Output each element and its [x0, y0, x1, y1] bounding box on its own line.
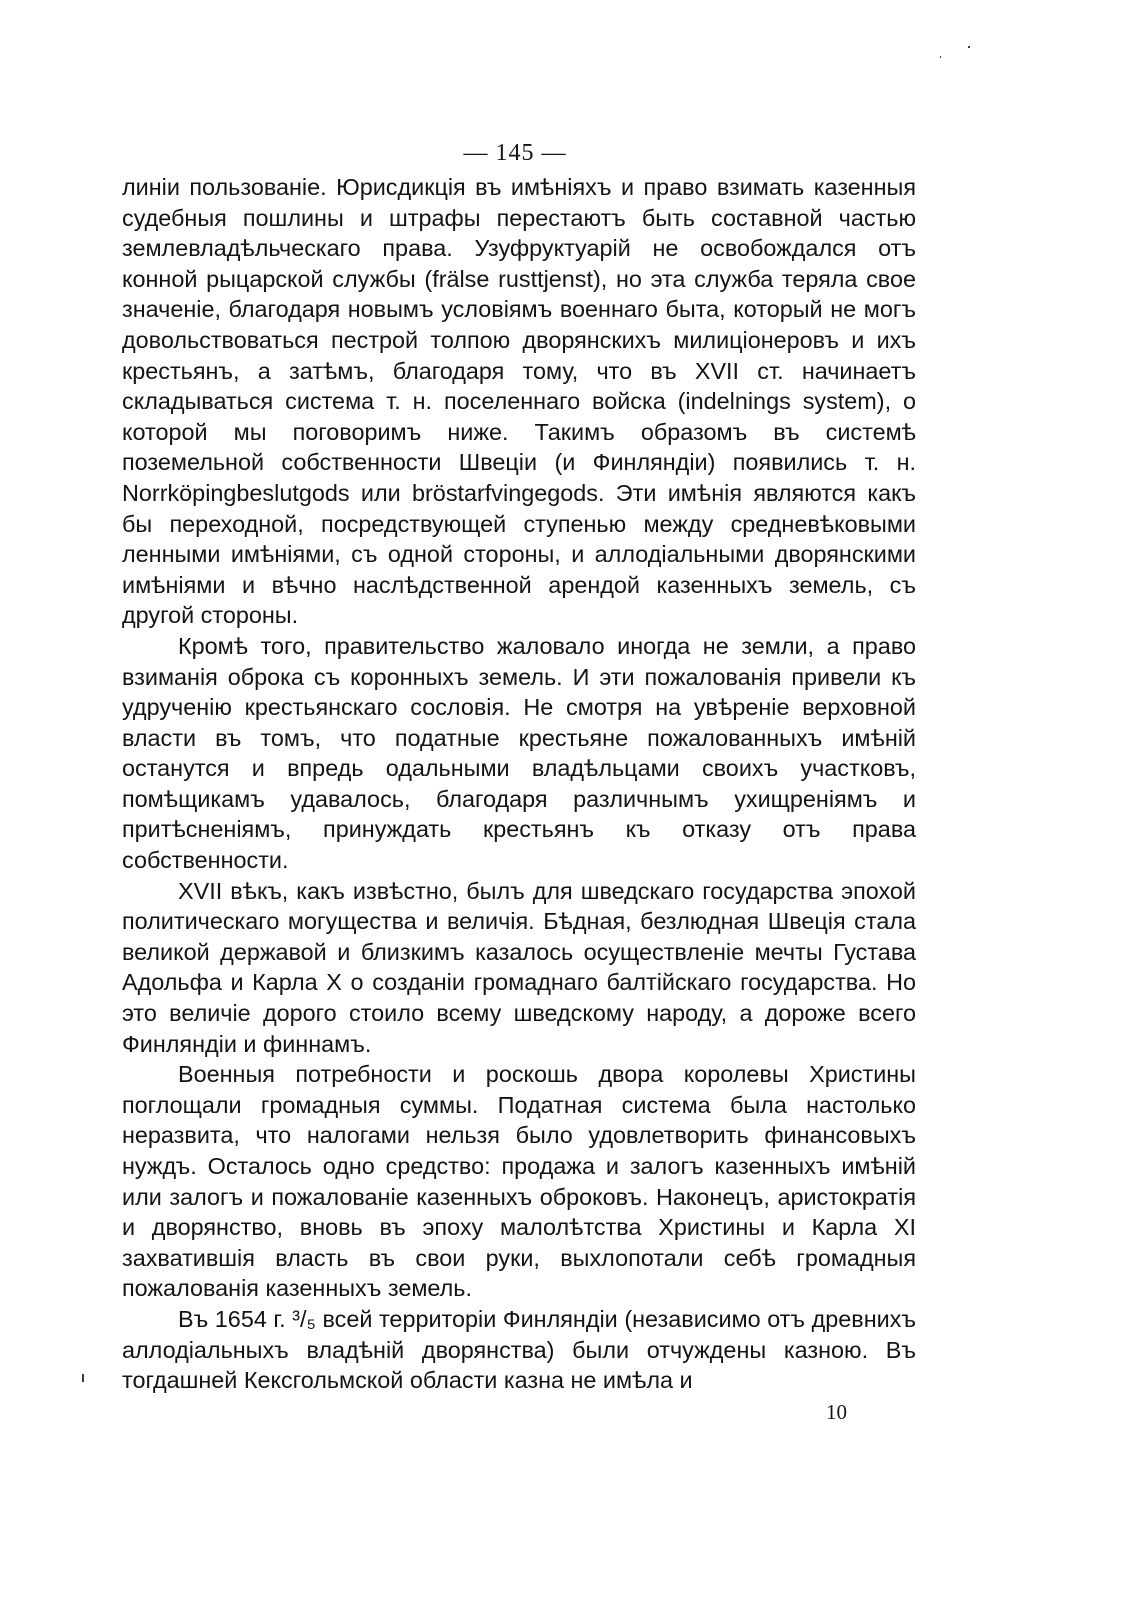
- scan-speck: [82, 1374, 84, 1382]
- printers-signature-mark: 10: [826, 1400, 847, 1424]
- paragraph-2: Кромѣ того, правительство жаловало иногда не земли, а право взиманія оброка съ коронныхъ земель. И эти пожалованія привели къ удрученію крестьянскаго сословія. Не смотря на увѣреніе верховной власти въ томъ, что податные крестьяне пожалованныхъ имѣній останутся и впредь одальными владѣльцами своихъ участковъ, помѣщикамъ удавалось, благодаря различнымъ ухищреніямъ и притѣсненіямъ, принуждать крестьянъ къ отказу отъ права собственности.: [122, 632, 916, 874]
- body-text: [122, 172, 916, 1396]
- paragraph-4: Военныя потребности и роскошь двора королевы Христины поглощали громадныя суммы. Податная система была настолько неразвита, что налогами нельзя было удовлетворить финансовыхъ нуждъ. Осталось одно средство: продажа и залогъ казенныхъ имѣній или залогъ и пожалованіе казенныхъ оброковъ. Наконецъ, аристократія и дворянство, вновь въ эпоху малолѣтства Христины и Карла XI захватившія власть въ свои руки, выхлопотали себѣ громадныя пожалованія казенныхъ земель.: [122, 1061, 916, 1302]
- scan-speck: [940, 56, 941, 58]
- page-number-header: — 145 —: [463, 140, 567, 166]
- paragraph-1: линіи пользованіе. Юрисдикція въ имѣніяхъ и право взимать казенныя судебныя пошлины и штрафы перестаютъ быть составной частью землевладѣльческаго права. Узуфруктуарій не освобождался отъ конной рыцарской службы (frälse rusttjenst), но эта служба теряла свое значеніе, благодаря новымъ условіямъ военнаго быта, который не могъ довольствоваться пестрой толпою дворянскихъ милиціонеровъ и ихъ крестьянъ, а затѣмъ, благодаря тому, что въ XVII ст. начинаетъ складываться система т. н. поселеннаго войска (indelnings system), о которой мы поговоримъ ниже. Такимъ образомъ въ системѣ поземельной собственности Швеціи (и Финляндіи) появились т. н. Norrköpingbeslutgods или bröstarfvingegods. Эти имѣнія являются какъ бы переходной, посредствующей ступенью между средневѣковыми ленными имѣніями, съ одной стороны, и аллодіальными дворянскими имѣніями и вѣчно наслѣдственной арендой казенныхъ земель, съ другой стороны.: [122, 174, 916, 629]
- paragraph-3: XVII вѣкъ, какъ извѣстно, былъ для шведскаго государства эпохой политическаго могущества и величія. Бѣдная, безлюдная Швеція стала великой державой и близкимъ казалось осуществленіе мечты Густава Адольфа и Карла X о созданіи громаднаго балтійскаго государства. Но это величіе дорого стоило всему шведскому народу, а дороже всего Финляндіи и финнамъ.: [122, 877, 916, 1057]
- paragraph-5: Въ 1654 г. ³/₅ всей территоріи Финляндіи (независимо отъ древнихъ аллодіальныхъ владѣній дворянства) были отчуждены казною. Въ тогдашней Кексгольмской области казна не имѣла и: [122, 1305, 916, 1394]
- scan-speck: [968, 46, 970, 48]
